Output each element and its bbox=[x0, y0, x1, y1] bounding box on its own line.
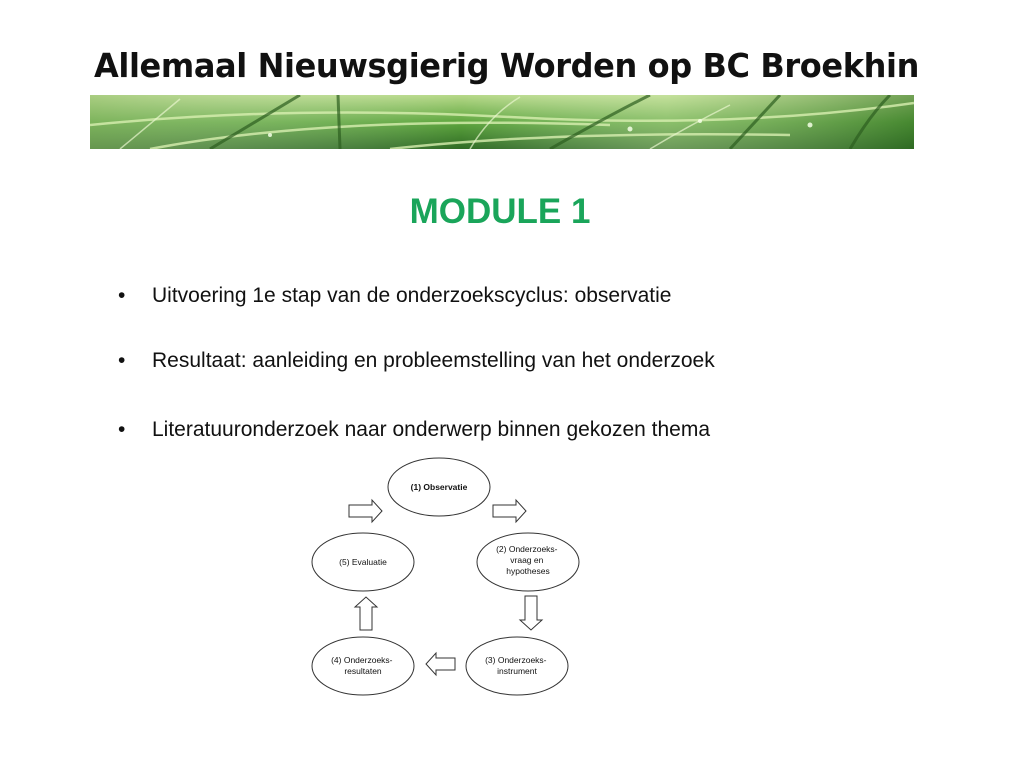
bullet-text: Resultaat: aanleiding en probleemstelling van het onderzoek bbox=[152, 349, 715, 372]
node-label: (1) Observatie bbox=[410, 482, 468, 492]
node-label: (4) Onderzoeks- resultaten bbox=[331, 655, 393, 676]
arrow-left-icon bbox=[426, 653, 455, 675]
module-title: MODULE 1 bbox=[409, 192, 591, 231]
bullet-item bbox=[112, 284, 671, 308]
cycle-node-observatie bbox=[388, 458, 490, 516]
arrow-right-icon bbox=[493, 500, 526, 522]
bullet-symbol: • bbox=[118, 284, 126, 307]
cycle-node-onderzoeksinstrument bbox=[466, 637, 568, 695]
bullet-text: Literatuuronderzoek naar onderwerp binnen gekozen thema bbox=[152, 418, 711, 441]
bullet-item bbox=[112, 349, 715, 373]
header-title: Allemaal Nieuwsgierig Worden op BC Broekhin bbox=[94, 46, 920, 85]
cycle-node-onderzoeksresultaten bbox=[312, 637, 414, 695]
bullet-symbol: • bbox=[118, 418, 126, 441]
node-label: (2) Onderzoeks- vraag en hypotheses bbox=[496, 544, 558, 576]
grass-banner-image bbox=[90, 95, 914, 149]
cycle-node-onderzoeksvraag bbox=[477, 533, 579, 591]
arrow-up-icon bbox=[355, 597, 377, 630]
bullet-item bbox=[112, 418, 710, 442]
node-label: (5) Evaluatie bbox=[339, 557, 387, 567]
bullet-text: Uitvoering 1e stap van de onderzoekscyclus: observatie bbox=[152, 284, 672, 307]
bullet-symbol: • bbox=[118, 349, 126, 372]
research-cycle-diagram bbox=[300, 455, 600, 700]
cycle-node-evaluatie bbox=[312, 533, 414, 591]
arrow-down-icon bbox=[520, 596, 542, 630]
node-label: (3) Onderzoeks- instrument bbox=[485, 655, 547, 676]
arrow-right-icon bbox=[349, 500, 382, 522]
